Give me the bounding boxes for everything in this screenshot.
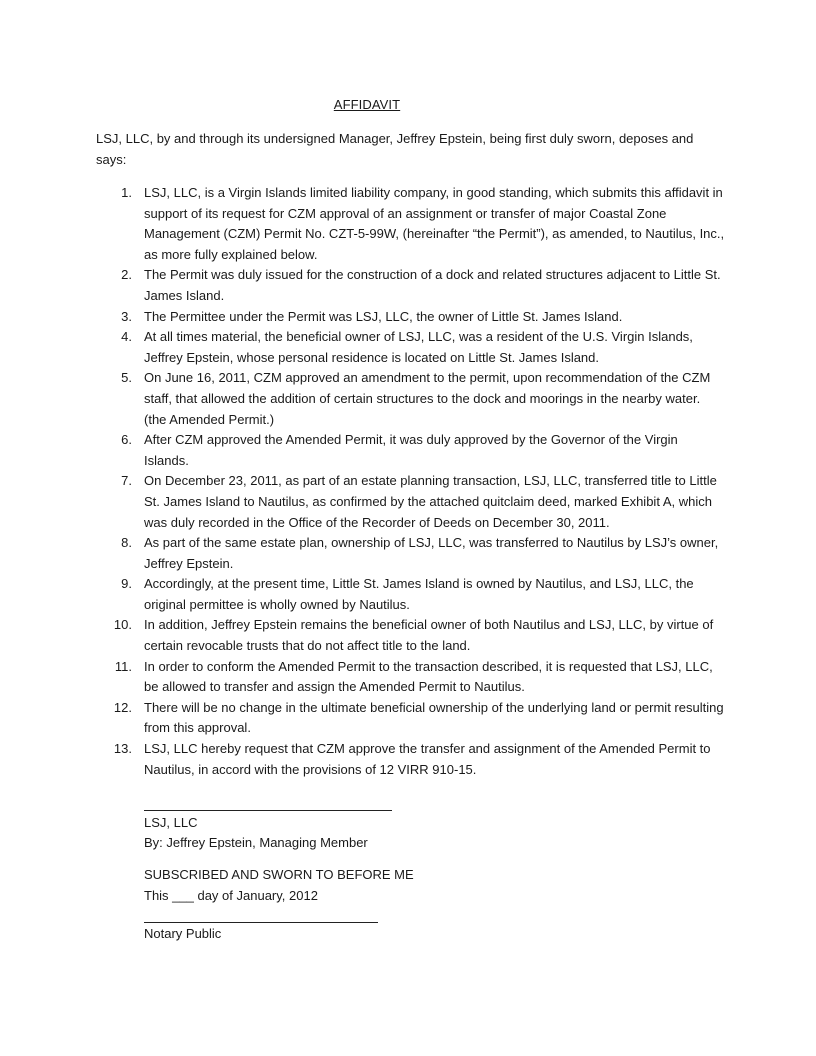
item-number: 3.	[121, 308, 132, 324]
list-item	[96, 265, 726, 306]
notary-date-line: This ___ day of January, 2012	[144, 887, 318, 903]
notary-block	[144, 865, 444, 945]
item-number: 1.	[121, 185, 132, 200]
list-item	[96, 327, 726, 368]
item-number: 9.	[121, 576, 132, 592]
signature-line	[144, 810, 392, 811]
item-text: There will be no change in the ultimate beneficial ownership of the underlying land or permit resulting from this approval.	[144, 699, 724, 736]
notary-label: Notary Public	[144, 926, 222, 942]
numbered-list	[96, 183, 726, 780]
document-title: AFFIDAVIT	[333, 97, 401, 112]
list-item	[96, 307, 726, 328]
item-number: 7.	[121, 473, 132, 489]
notary-heading: SUBSCRIBED AND SWORN TO BEFORE ME	[144, 867, 414, 882]
list-item	[96, 430, 726, 471]
item-number: 6.	[121, 432, 132, 448]
list-item	[96, 183, 726, 265]
item-text: LSJ, LLC, is a Virgin Islands limited liability company, in good standing, which submits this affidavit in support of its request for CZM approval of an assignment or transfer of major Coastal Zone Management (CZM) Permit No. CZT-5-99W, (hereinafter “the Permit”), as amended, to Nautilus, Inc., as more fully explained below.	[144, 185, 725, 262]
item-number: 11.	[114, 658, 132, 674]
signature-entity: LSJ, LLC	[144, 815, 198, 830]
item-number: 4.	[121, 329, 132, 345]
item-number: 8.	[121, 535, 132, 551]
notary-signature-line	[144, 922, 378, 923]
item-number: 10.	[113, 617, 132, 633]
item-text: Accordingly, at the present time, Little St. James Island is owned by Nautilus, and LSJ, LLC, the original permittee is wholly owned by Nautilus.	[144, 576, 694, 612]
item-text: As part of the same estate plan, ownership of LSJ, LLC, was transferred to Nautilus by LSJ’s owner, Jeffrey Epstein.	[144, 535, 719, 571]
list-item	[96, 739, 726, 780]
item-text: In order to conform the Amended Permit to the transaction described, it is requested that LSJ, LLC, be allowed to transfer and assign the Amended Permit to Nautilus.	[144, 658, 713, 695]
item-text: After CZM approved the Amended Permit, it was duly approved by the Governor of the Virgin Islands.	[144, 432, 678, 468]
item-text: The Permit was duly issued for the construction of a dock and related structures adjacent to Little St. James Island.	[144, 267, 721, 303]
intro-paragraph: LSJ, LLC, by and through its undersigned Manager, Jeffrey Epstein, being first duly sworn, deposes and says:	[96, 131, 694, 167]
signature-by-line: By: Jeffrey Epstein, Managing Member	[144, 834, 368, 850]
signature-block	[144, 792, 444, 853]
item-number: 5.	[121, 370, 132, 386]
item-text: The Permittee under the Permit was LSJ, LLC, the owner of Little St. James Island.	[144, 308, 623, 324]
list-item	[96, 533, 726, 574]
item-text: On December 23, 2011, as part of an estate planning transaction, LSJ, LLC, transferred title to Little St. James Island to Nautilus, as confirmed by the attached quitclaim deed, marked Exhibit A, which was duly recorded in the Office of the Recorder of Deeds on December 30, 2011.	[144, 473, 717, 530]
list-item	[96, 657, 726, 698]
item-text: At all times material, the beneficial owner of LSJ, LLC, was a resident of the U.S. Virgin Islands, Jeffrey Epstein, whose personal residence is located on Little St. James Island.	[144, 329, 693, 365]
list-item	[96, 698, 726, 739]
list-item	[96, 615, 726, 656]
item-number: 2.	[121, 267, 132, 283]
item-text: In addition, Jeffrey Epstein remains the beneficial owner of both Nautilus and LSJ, LLC, by virtue of certain revocable trusts that do not affect title to the land.	[144, 617, 714, 654]
item-text: On June 16, 2011, CZM approved an amendment to the permit, upon recommendation of the CZM staff, that allowed the addition of certain structures to the dock and moorings in the nearby water. (the Amended Permit.)	[144, 370, 711, 427]
item-number: 13.	[113, 741, 132, 757]
item-text: LSJ, LLC hereby request that CZM approve the transfer and assignment of the Amended Permit to Nautilus, in accord with the provisions of 12 VIRR 910-15.	[144, 741, 711, 777]
list-item	[96, 471, 726, 533]
item-number: 12.	[113, 699, 132, 715]
list-item	[96, 368, 726, 430]
list-item	[96, 574, 726, 615]
